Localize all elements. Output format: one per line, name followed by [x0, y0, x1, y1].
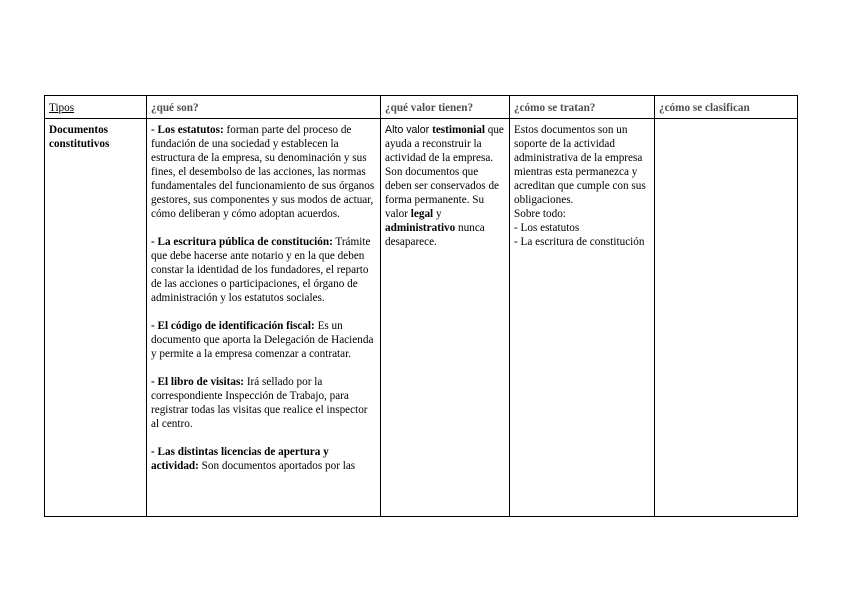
- list-item: - El libro de visitas: Irá sellado por la correspondiente Inspección de Trabajo, para registrar todas las visitas que realice el inspector al centro.: [151, 376, 368, 430]
- tratan-cell: [510, 119, 655, 517]
- header-que-valor: ¿qué valor tienen?: [381, 96, 510, 119]
- list-item: - El código de identificación fiscal: Es un documento que aporta la Delegación de Hacienda y permite a la empresa comenzar a contratar.: [151, 320, 374, 360]
- header-que-son: ¿qué son?: [147, 96, 381, 119]
- list-item: - La escritura de constitución: [514, 236, 645, 248]
- row-type-label: Documentos constitutivos: [49, 124, 110, 150]
- table-row: [45, 119, 798, 517]
- que-son-cell: [147, 119, 381, 517]
- header-row: [45, 96, 798, 119]
- tratan-lead: Sobre todo:: [514, 208, 566, 220]
- clasifican-cell: [655, 119, 798, 517]
- list-item: - Los estatutos: forman parte del proceso de fundación de una sociedad y establecen la estructura de la empresa, su denominación y sus fines, el desembolso de las acciones, las normas fundamentales del funcionamiento de sus órganos gestores, sus componentes y sus modos de actuar, cómo deliberan y cómo adoptan acuerdos.: [151, 124, 375, 220]
- header-como-se-tratan: ¿cómo se tratan?: [510, 96, 655, 119]
- list-item: - Los estatutos: [514, 222, 580, 234]
- list-item: - La escritura pública de constitución: Trámite que debe hacerse ante notario y en la que deben constar la identidad de los fundadores, el reparto de las acciones o participaciones, el órgano de administración y los estatutos sociales.: [151, 236, 371, 304]
- valor-cell: [381, 119, 510, 517]
- tratan-text: Estos documentos son un soporte de la actividad administrativa de la empresa mientras esta permanezca y acreditan que cumple con sus obligaciones.: [514, 124, 646, 206]
- header-como-se-clasifican: ¿cómo se clasifican: [655, 96, 798, 119]
- document-table: [44, 95, 798, 517]
- list-item: - Las distintas licencias de apertura y actividad: Son documentos aportados por las: [151, 446, 356, 472]
- valor-text: Alto valor testimonial que ayuda a reconstruir la actividad de la empresa. Son documentos que deben ser conservados de forma permanente. Su valor legal y administrativo nunca desaparece.: [385, 124, 504, 248]
- row-type-cell: [45, 119, 147, 517]
- header-tipos: Tipos: [45, 96, 147, 119]
